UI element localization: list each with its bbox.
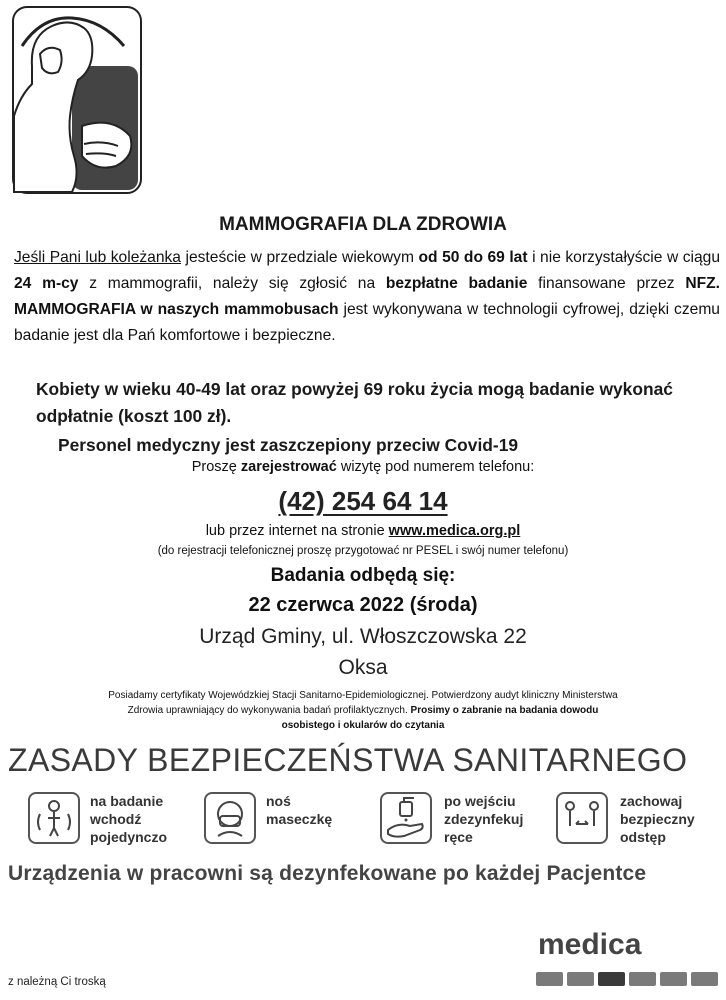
intro-text: jest wykonywana w technologii cyfrowej, dzięki czemu badanie jest dla Pań komfortowe i bezpieczne.: [14, 301, 720, 344]
intro-text: z mammografii, należy się zgłosić na: [78, 275, 386, 292]
rule-line: zachowaj: [620, 793, 683, 809]
register-prefix: Proszę: [191, 459, 241, 475]
rule-line: na badanie: [90, 793, 164, 809]
brand-logo: medica: [538, 928, 642, 961]
internet-line: [0, 523, 726, 539]
intro-text: i nie korzystałyście w ciągu: [527, 249, 721, 266]
register-bold: zarejestrować: [240, 459, 337, 475]
rule-line: zdezynfekuj: [444, 811, 524, 827]
rule-line: noś: [266, 793, 291, 809]
bar-segment: [598, 972, 625, 986]
rule-label: [266, 792, 366, 828]
rule-line: ręce: [444, 829, 473, 845]
rule-label: [90, 792, 190, 846]
register-line: [0, 459, 726, 475]
event-heading: Badania odbędą się:: [270, 565, 456, 586]
rule-line: maseczkę: [266, 811, 333, 827]
safety-heading: ZASADY BEZPIECZEŃSTWA SANITARNEGO: [8, 742, 688, 778]
certificates-bold: Prosimy o zabranie na badania dowodu: [410, 705, 599, 716]
event-date: 22 czerwca 2022 (środa): [248, 594, 478, 616]
intro-text: finansowane przez: [527, 275, 686, 292]
face-mask-icon: [204, 792, 256, 844]
brand-color-bar: [536, 972, 718, 986]
brand-tagline: z należną Ci troską: [8, 976, 106, 988]
rule-label: [620, 792, 720, 846]
social-distance-icon: [556, 792, 608, 844]
certificates-text: Zdrowia uprawniający do wykonywania badań profilaktycznych.: [127, 705, 411, 716]
rule-line: bezpieczny: [620, 811, 695, 827]
certificates-line3: osobistego i okularów do czytania: [281, 720, 445, 731]
rule-line: wchodź: [90, 811, 142, 827]
bar-segment: [567, 972, 594, 986]
bar-segment: [536, 972, 563, 986]
nfz-funding: NFZ. MAMMOGRAFIA w naszych mammobusach: [14, 275, 720, 318]
rule-line: odstęp: [620, 829, 666, 845]
breast-exam-illustration: [12, 6, 142, 194]
certificates-line1: Posiadamy certyfikaty Wojewódzkiej Stacji Sanitarno-Epidemiologicznej. Potwierdzony audyt kliniczny Ministerstwa: [108, 690, 618, 701]
bar-segment: [660, 972, 687, 986]
free-exam: bezpłatne badanie: [385, 275, 528, 292]
bar-segment: [629, 972, 656, 986]
intro-link-text: Jeśli Pani lub koleżanka: [14, 249, 181, 266]
bar-segment: [691, 972, 718, 986]
certificates-line2: [0, 703, 726, 718]
intro-text: jesteście w przedziale wiekowym: [180, 249, 419, 266]
paid-notice: Kobiety w wieku 40-49 lat oraz powyżej 69 roku życia mogą badanie wykonać odpłatnie (koszt 100 zł).: [36, 379, 673, 426]
woman-self-exam-icon: [12, 6, 142, 194]
hand-sanitizer-icon: [380, 792, 432, 844]
internet-prefix: lub przez internet na stronie: [205, 523, 389, 539]
rule-line: pojedynczo: [90, 829, 168, 845]
event-place: Urząd Gminy, ul. Włoszczowska 22: [199, 625, 527, 648]
disinfection-notice: Urządzenia w pracowni są dezynfekowane po każdej Pacjentce: [8, 862, 647, 885]
phone-number[interactable]: (42) 254 64 14: [278, 486, 448, 516]
vaccine-notice: Personel medyczny jest zaszczepiony przeciw Covid-19: [58, 435, 519, 455]
rule-label: [444, 792, 554, 846]
intro-paragraph: [14, 245, 720, 349]
website-link[interactable]: www.medica.org.pl: [388, 523, 521, 539]
event-town: Oksa: [338, 656, 388, 679]
register-suffix: wizytę pod numerem telefonu:: [336, 459, 535, 475]
person-alone-icon: [28, 792, 80, 844]
months-interval: 24 m-cy: [14, 275, 79, 292]
pesel-note: (do rejestracji telefonicznej proszę przygotować nr PESEL i swój numer telefonu): [157, 545, 569, 557]
rule-line: po wejściu: [444, 793, 516, 809]
page-title: MAMMOGRAFIA DLA ZDROWIA: [219, 214, 507, 235]
age-range: od 50 do 69 lat: [418, 249, 528, 266]
